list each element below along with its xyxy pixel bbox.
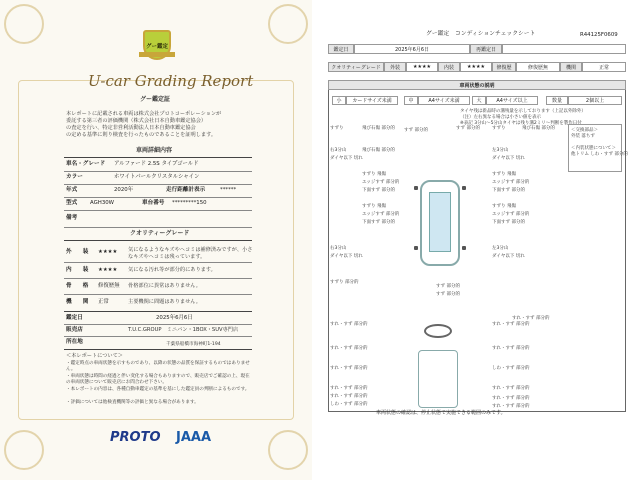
vehicle-mileage: ****** — [220, 187, 237, 193]
damage-label: すれ・すず 部分的 — [492, 386, 530, 391]
grade-label: クオリティーグレード — [328, 62, 384, 72]
exterior-comment: 気になるようなキズやヘコミは補修済みですが、小さなキズやヘコミは残っています。 — [128, 247, 253, 261]
note-line: ・車両状態は時間の経過と伴い変化する場合もありますので、販売店でご確認の上、現在の車両状態について販売店にお問合わせ下さい。 — [66, 374, 250, 386]
tire-note: ※表記 3分山～5分山タイヤは残り溝2ミリ～判断を製作日付 — [460, 121, 582, 126]
car-interior-view — [418, 350, 458, 408]
sheet-footer: 車両状態の確認は、停止状態で実施できる範囲のみです。 — [376, 410, 506, 416]
quality-label: 機 関 — [66, 299, 89, 305]
damage-label: ダイヤ以下 切れ — [330, 156, 363, 161]
damage-label: ダイヤ以下 切れ — [330, 254, 363, 259]
vehicle-color: ホワイトパールクリスタルシャイン — [114, 174, 200, 180]
vehicle-label: 車台番号 — [142, 200, 165, 206]
damage-label: すれ・すず 部分的 — [492, 404, 530, 409]
damage-label: 左3分山 — [492, 148, 509, 153]
intro-line: の査定を行い、特定非営利活動法人日本自動車鑑定協会 — [66, 125, 196, 131]
damage-label: すず 部分的 — [456, 126, 480, 131]
logo-ribbon — [139, 52, 175, 57]
exterior-rating: ★★★★ — [98, 249, 118, 255]
certificate-subtitle: グー鑑定証 — [140, 96, 171, 103]
steering-wheel-icon — [424, 324, 452, 338]
frame-comment: 骨格部位に異常はありません。 — [128, 283, 201, 289]
damage-label: ダイヤ以下 切れ — [492, 254, 525, 259]
grade-label: 内装 — [438, 62, 460, 72]
damage-label: すれ・すず 部分的 — [330, 394, 368, 399]
frame-rating: 修復歴無 — [98, 283, 120, 289]
damage-label: すずり 飛傷 — [362, 204, 386, 209]
damage-label: エッジすず 部分的 — [492, 212, 530, 217]
damage-label: ダイヤ以下 切れ — [492, 156, 525, 161]
quality-label: 内 装 — [66, 267, 89, 273]
appraisal-date: 2025年6月6日 — [156, 315, 193, 321]
damage-label: すれ・すず 部分的 — [492, 396, 530, 401]
interior-title: ＜内装状態について＞ — [571, 146, 616, 151]
vehicle-label: 走行距離計表示 — [166, 187, 206, 193]
damage-label: すず 部分的 — [436, 292, 460, 297]
ornament — [4, 4, 44, 44]
size-value: カードサイズ未満 — [346, 96, 398, 105]
damage-label: すれ・すず 部分的 — [512, 316, 550, 321]
parts-title: ＜交換部品＞ — [571, 128, 598, 133]
dealer-label: 販売店 — [66, 327, 83, 333]
ornament — [268, 430, 308, 470]
damage-label: すずり 飛傷 — [492, 172, 516, 177]
repair-history-grade: 修復歴無 — [516, 62, 560, 72]
damage-label: 右3分山 — [330, 246, 347, 251]
damage-label: エッジすず 部分的 — [362, 212, 400, 217]
size-value: 2個以上 — [568, 96, 622, 105]
parts-text: 外装 落ちず — [571, 134, 595, 139]
grading-certificate — [0, 0, 312, 480]
vehicle-label: 年式 — [66, 187, 78, 193]
vehicle-label: 備考 — [66, 215, 78, 221]
sheet-title: グー鑑定 コンディションチェックシート — [426, 31, 536, 37]
intro-line: 本レポートに記載される車両は株式会社プロトコーポレーションが — [66, 111, 222, 117]
tire-marker-fr — [414, 186, 418, 190]
vehicle-name: アルファード 2.5S タイプゴールド — [114, 161, 199, 167]
damage-label: すずり 飛傷 — [492, 204, 516, 209]
vehicle-section-title: 車両詳細内容 — [136, 147, 173, 154]
ornament — [268, 4, 308, 44]
damage-label: 飛び石傷 部分的 — [522, 126, 555, 131]
damage-label: 飛び石傷 部分的 — [362, 126, 395, 131]
tire-marker-fl — [462, 186, 466, 190]
engine-rating: 正常 — [98, 299, 109, 305]
engine-grade: 正常 — [582, 62, 626, 72]
jaaa-logo: JAAA — [176, 430, 212, 445]
note-line: ・鑑定時点の車両状態を示すものであり、以降の状態の品質を保証するものではありません。 — [66, 361, 250, 373]
quality-label: 骨 格 — [66, 283, 89, 289]
tire-marker-rl — [462, 246, 466, 250]
damage-label: エッジすず 部分的 — [362, 180, 400, 185]
grade-label: 修復歴 — [492, 62, 516, 72]
engine-comment: 主要機関に問題はありません。 — [128, 299, 201, 305]
damage-label: 下面すず 部分的 — [492, 220, 525, 225]
exterior-grade: ★★★★ — [406, 62, 438, 72]
vehicle-year: 2020年 — [114, 187, 134, 193]
damage-label: すれ・すず 部分的 — [492, 346, 530, 351]
vehicle-label: 型式 — [66, 200, 78, 206]
damage-label: エッジすず 部分的 — [492, 180, 530, 185]
damage-label: すず 部分的 — [404, 128, 428, 133]
car-roof — [429, 192, 451, 252]
size-key: 数量 — [546, 96, 568, 105]
interior-rating: ★★★★ — [98, 267, 118, 273]
tire-note: タイヤ残は新品時の溝残量を示しております（上記以外除外） — [460, 109, 586, 114]
note-line: ・評価については他検査機関等の評価と異なる場合があります。 — [66, 400, 199, 405]
date-label: 鑑定日 — [328, 44, 354, 54]
quality-section-title: クオリティーグレード — [130, 230, 190, 237]
damage-label: すずり — [330, 126, 344, 131]
dealer-name: T.U.C.GROUP ミニバン・1BOX・SUV専門店 — [128, 327, 239, 333]
intro-line: の定める基準に則り検査を行ったものであることを証明します。 — [66, 132, 217, 138]
vehicle-label: 車名・グレード — [66, 161, 106, 167]
logo-text: グー鑑定 — [145, 44, 168, 50]
damage-label: 左3分山 — [492, 246, 509, 251]
note-line: ・本レポートの内容は、各種自動車鑑定の基準を基にした鑑定員の判断によるものです。 — [66, 387, 250, 392]
vehicle-label: カラー — [66, 174, 83, 180]
notes-title: ＜本レポートについて＞ — [66, 353, 123, 359]
reissue-label: 再鑑定日 — [470, 44, 502, 54]
damage-label: しわ・すず 部分的 — [330, 402, 368, 407]
damage-label: 下面すず 部分的 — [362, 220, 395, 225]
size-key: 中 — [404, 96, 418, 105]
ornament — [4, 430, 44, 470]
damage-label: すず 部分的 — [436, 284, 460, 289]
damage-label: 右3分山 — [330, 148, 347, 153]
size-value: A4サイズ未満 — [418, 96, 470, 105]
size-key: 小 — [332, 96, 346, 105]
intro-line: 委託する第三者の評価機関（株式会社日本自動車鑑定協会） — [66, 118, 207, 124]
damage-label: すずり — [492, 126, 506, 131]
condition-check-sheet — [316, 0, 640, 480]
damage-label: すれ・すず 部分的 — [330, 386, 368, 391]
interior-comment: 気になる汚れ等が部分的にあります。 — [128, 267, 216, 273]
damage-label: すれ・すず 部分的 — [492, 322, 530, 327]
quality-label: 外 装 — [66, 249, 89, 255]
address-label: 所在地 — [66, 339, 83, 345]
vehicle-model: AGH30W — [90, 200, 115, 206]
damage-label: しわ・すず 部分的 — [492, 366, 530, 371]
sheet-code: R44125F0609 — [580, 32, 618, 38]
size-key: 大 — [472, 96, 486, 105]
proto-logo: PROTO — [110, 430, 161, 445]
interior-text: 他トリム しわ・すず 部分的 — [571, 152, 628, 157]
damage-label: すずり 部分的 — [330, 280, 359, 285]
damage-label: すれ・すず 部分的 — [330, 346, 368, 351]
damage-label: 下面すず 部分的 — [492, 188, 525, 193]
damage-label: すれ・すず 部分的 — [330, 366, 368, 371]
report-script-title: U-car Grading Report — [88, 72, 254, 90]
tire-marker-rr — [414, 246, 418, 250]
reissue-value — [502, 44, 626, 54]
vehicle-chassis-number: *********150 — [172, 200, 207, 206]
date-value: 2025年6月6日 — [354, 44, 470, 54]
interior-grade: ★★★★ — [460, 62, 492, 72]
damage-label: 飛び石傷 部分的 — [362, 148, 395, 153]
grade-label: 外装 — [384, 62, 406, 72]
damage-label: すれ・すず 部分的 — [330, 322, 368, 327]
grade-label: 機関 — [560, 62, 582, 72]
size-value: A4サイズ以上 — [486, 96, 538, 105]
appraisal-date-label: 鑑定日 — [66, 315, 83, 321]
state-title: 車両状態の説明 — [328, 80, 626, 90]
dealer-address: 千葉県船橋市海神町1-194 — [166, 342, 221, 347]
damage-label: 下面すず 部分的 — [362, 188, 395, 193]
damage-label: すずり 飛傷 — [362, 172, 386, 177]
tire-note: （注）左右異なる場合は小さい値を表示 — [460, 115, 541, 120]
